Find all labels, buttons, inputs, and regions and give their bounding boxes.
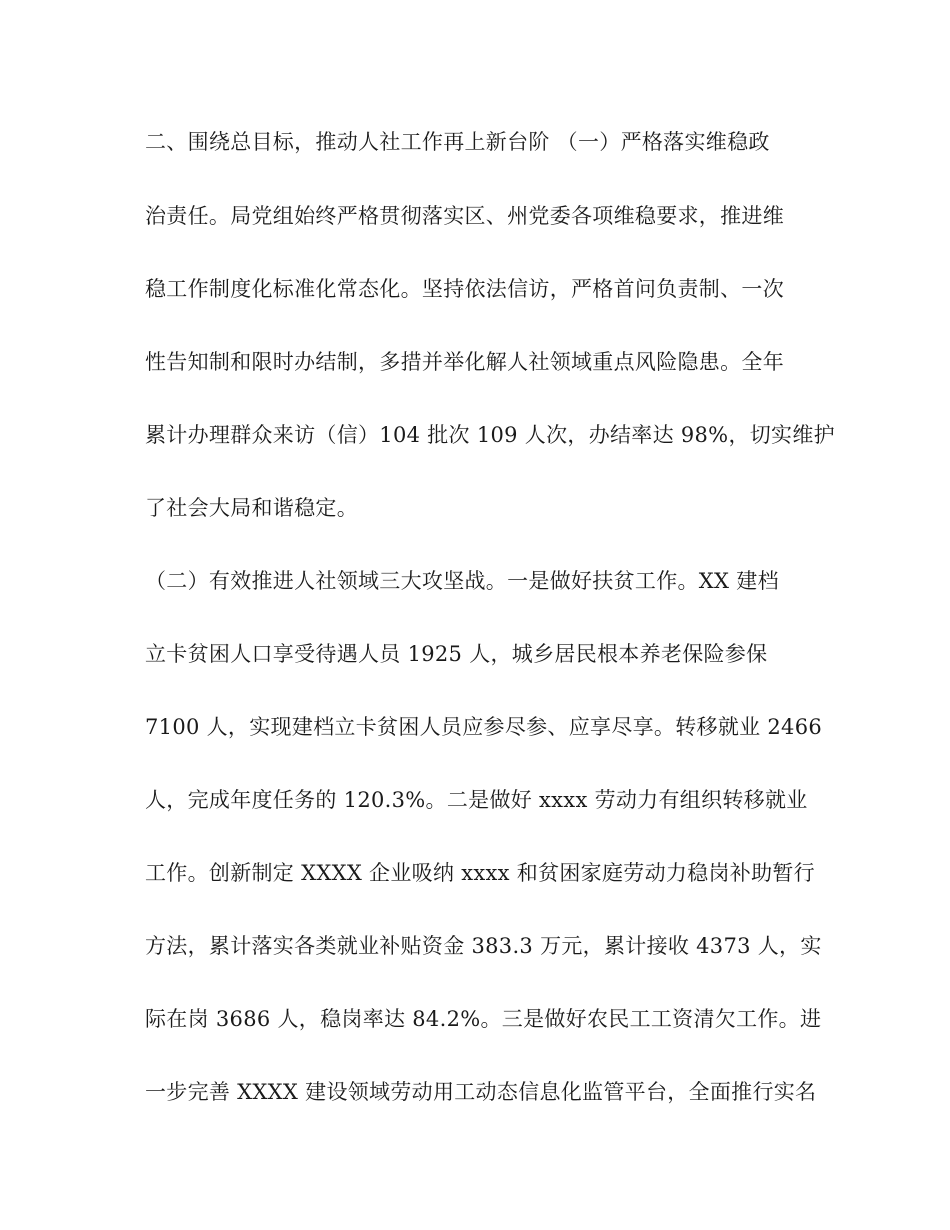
text-line-12: 方法，累计落实各类就业补贴资金 383.3 万元，累计接收 4373 人，实 xyxy=(145,934,822,958)
text-line-10: 人，完成年度任务的 120.3%。二是做好 xxxx 劳动力有组织转移就业 xyxy=(145,788,808,812)
text-line-13: 际在岗 3686 人，稳岗率达 84.2%。三是做好农民工工资清欠工作。进 xyxy=(145,1007,822,1031)
text-line-8: 立卡贫困人口享受待遇人员 1925 人，城乡居民根本养老保险参保 xyxy=(145,642,768,666)
text-line-6: 了社会大局和谐稳定。 xyxy=(145,496,358,520)
text-line-3: 稳工作制度化标准化常态化。坚持依法信访，严格首问负责制、一次 xyxy=(145,277,784,301)
text-line-14: 一步完善 XXXX 建设领域劳动用工动态信息化监管平台，全面推行实名 xyxy=(145,1080,817,1104)
text-line-5: 累计办理群众来访（信）104 批次 109 人次，办结率达 98%，切实维护 xyxy=(145,423,835,447)
text-line-2: 治责任。局党组始终严格贯彻落实区、州党委各项维稳要求，推进维 xyxy=(145,204,784,228)
text-line-4: 性告知制和限时办结制，多措并举化解人社领域重点风险隐患。全年 xyxy=(145,350,784,374)
text-line-7: （二）有效推进人社领域三大攻坚战。一是做好扶贫工作。XX 建档 xyxy=(145,569,779,593)
text-line-11: 工作。创新制定 XXXX 企业吸纳 xxxx 和贫困家庭劳动力稳岗补助暂行 xyxy=(145,861,815,885)
text-line-1: 二、围绕总目标，推动人社工作再上新台阶 （一）严格落实维稳政 xyxy=(145,130,770,154)
text-line-9: 7100 人，实现建档立卡贫困人员应参尽参、应享尽享。转移就业 2466 xyxy=(145,715,823,739)
